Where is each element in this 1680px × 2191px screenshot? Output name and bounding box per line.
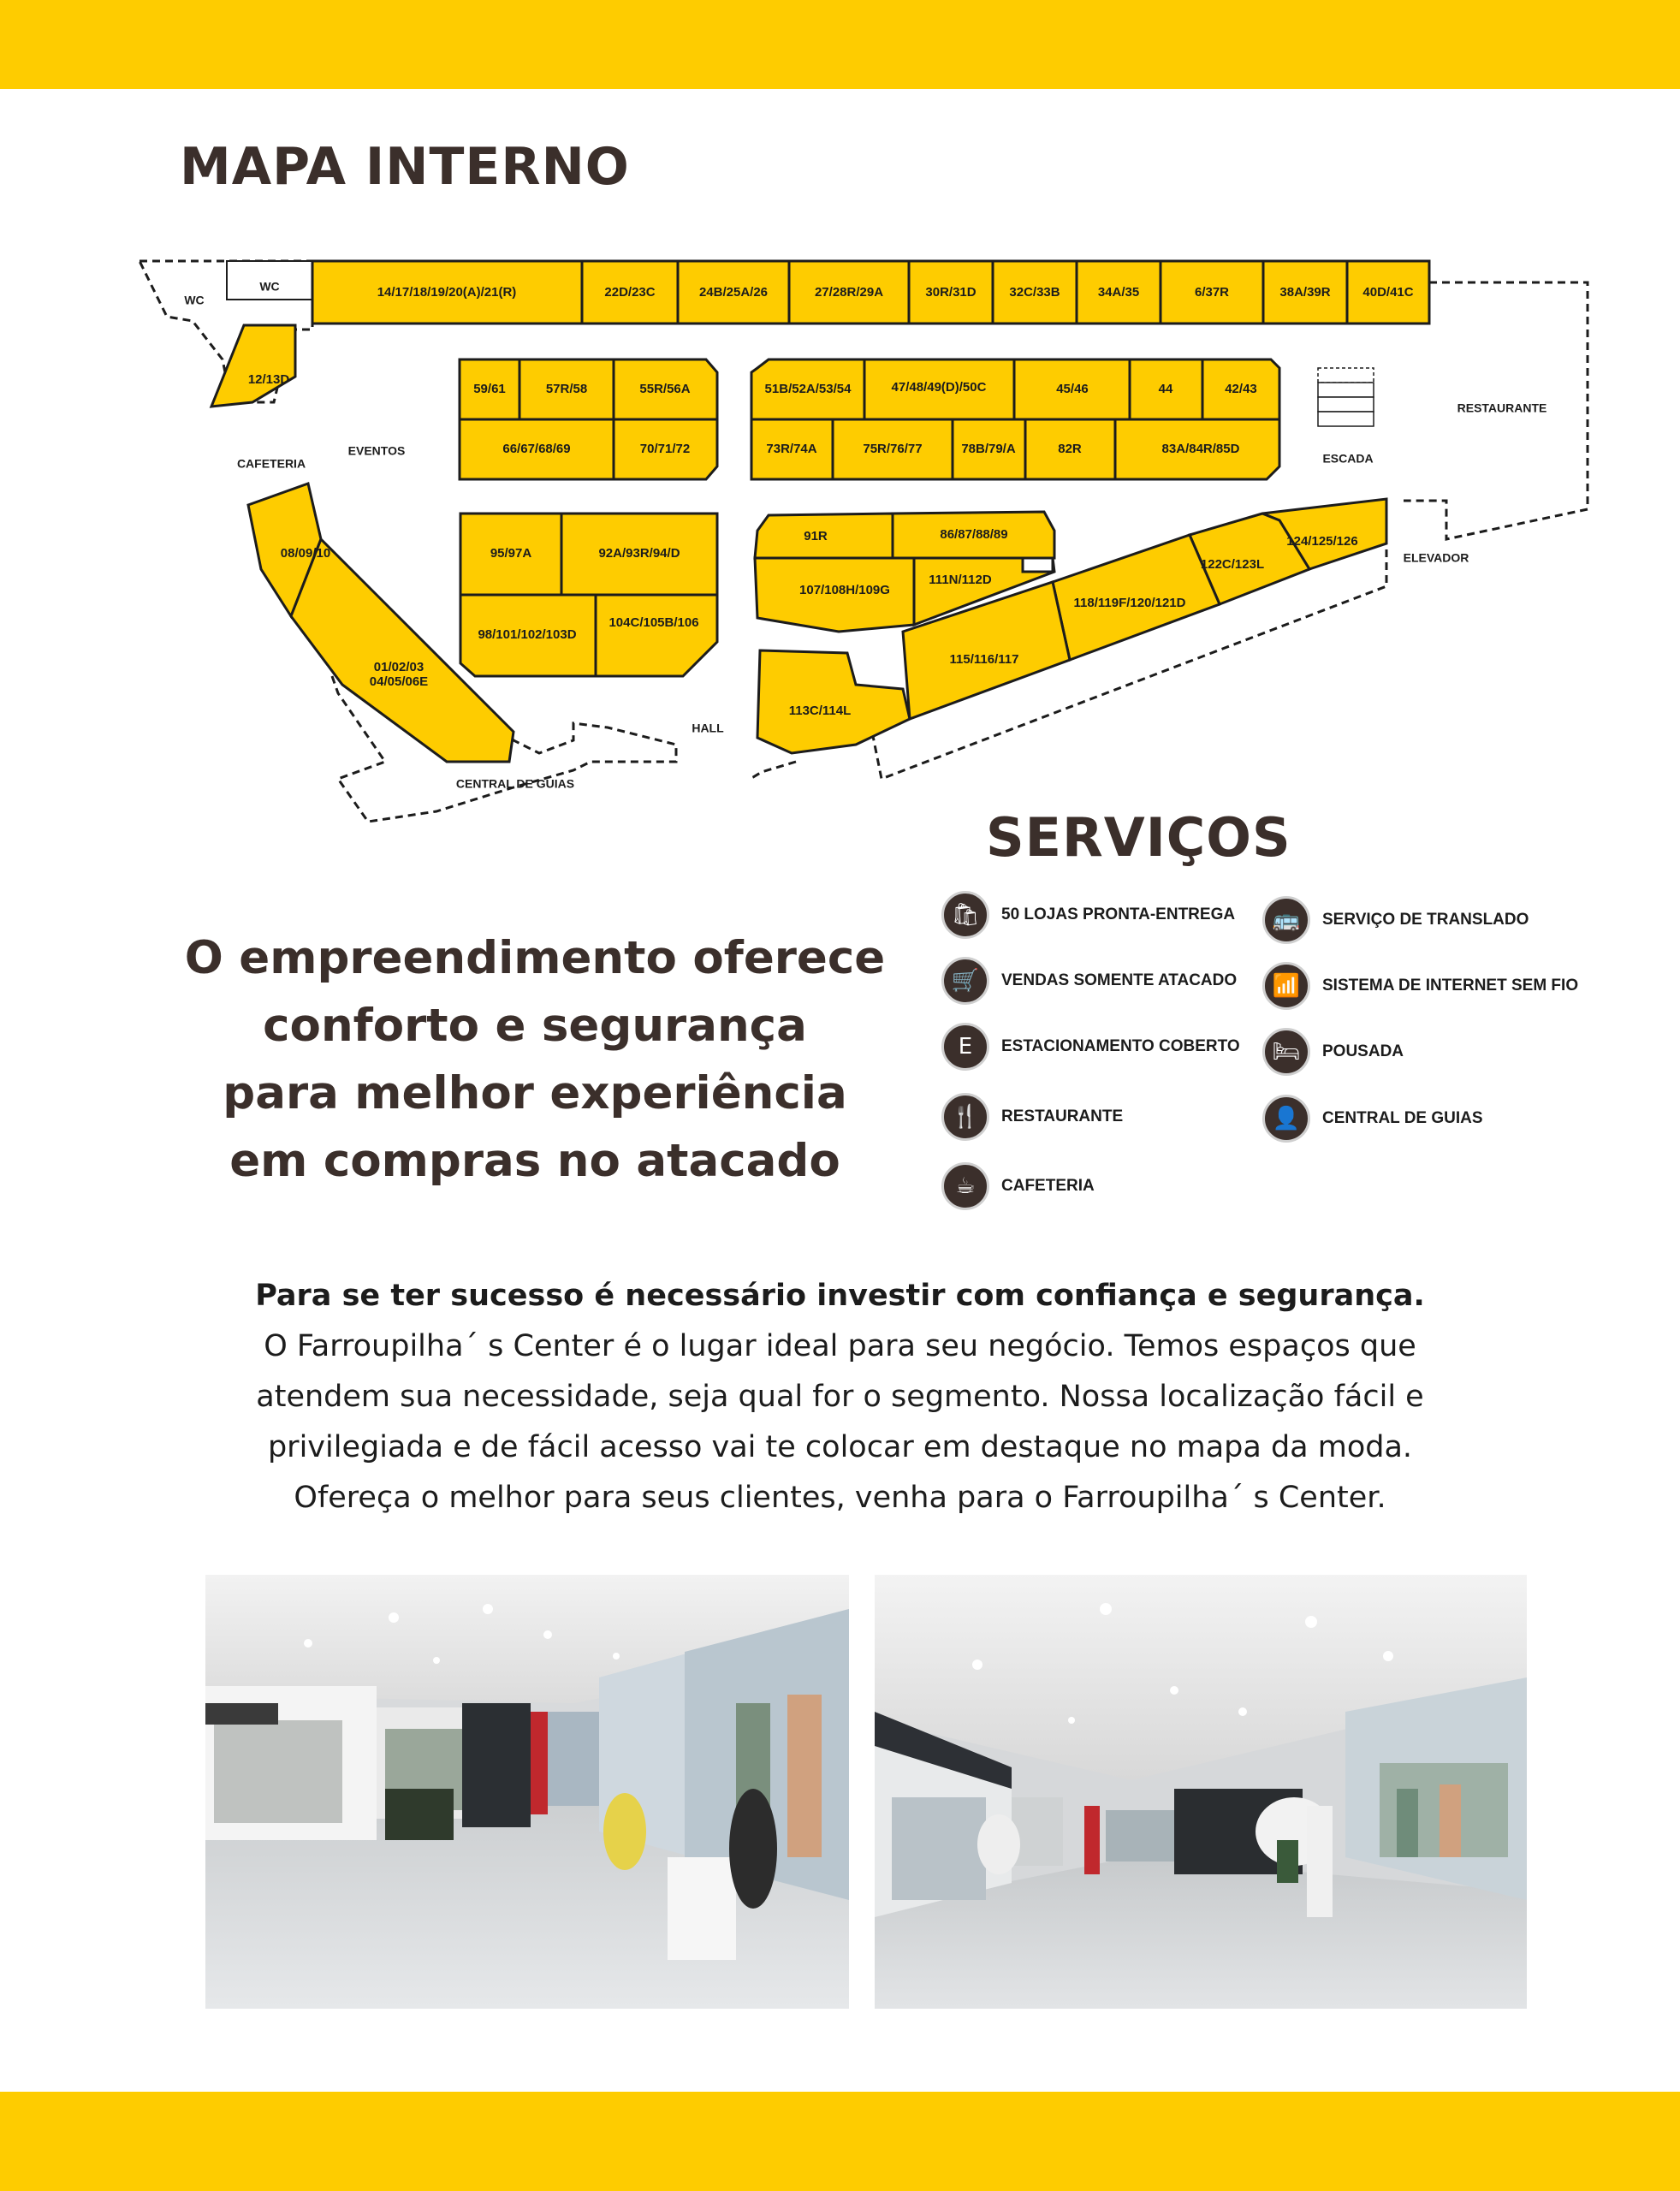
store-label: 44 [1158, 381, 1173, 396]
service-label: VENDAS SOMENTE ATACADO [1001, 971, 1238, 989]
store-label: 70/71/72 [639, 441, 691, 456]
elevador-label: ELEVADOR [1403, 550, 1469, 565]
store-label: 32C/33B [1009, 284, 1060, 300]
store-label: 24B/25A/26 [698, 284, 769, 300]
intro-headline: Para se ter sucesso é necessário investir com confiança e segurança. [255, 1279, 1425, 1313]
eventos-label: EVENTOS [347, 443, 406, 458]
store-label: 82R [1058, 441, 1082, 456]
store-label: 111N/112D [929, 572, 992, 587]
store-label: 6/37R [1194, 284, 1230, 300]
store-label: 118/119F/120/121D [1073, 595, 1186, 610]
store-label: 22D/23C [604, 284, 656, 300]
store-label: 107/108H/109G [799, 582, 890, 597]
service-label: SERVIÇO DE TRANSLADO [1322, 911, 1529, 929]
service-item [1262, 1094, 1483, 1143]
store-label: 38A/39R [1279, 284, 1331, 300]
service-label: CENTRAL DE GUIAS [1322, 1109, 1483, 1127]
mall-corridor-photo-2 [875, 1575, 1527, 2009]
service-item [1262, 961, 1578, 1011]
map-title: MAPA INTERNO [180, 137, 630, 197]
top-accent-band [0, 0, 1680, 89]
store-label: 27/28R/29A [814, 284, 884, 300]
intro-line: O Farroupilha´ s Center é o lugar ideal para seu negócio. Temos espaços que [264, 1329, 1416, 1363]
coffee-cup-icon: ☕ [941, 1162, 989, 1210]
service-label: RESTAURANTE [1001, 1107, 1124, 1125]
store-label: 91R [804, 528, 828, 543]
store-label: 47/48/49(D)/50C [891, 379, 987, 395]
store-block-1 [460, 359, 717, 479]
hall-label: HALL [692, 721, 724, 735]
restaurante-label: RESTAURANTE [1457, 401, 1547, 415]
service-item [941, 1092, 1123, 1142]
store-label: 92A/93R/94/D [598, 545, 680, 561]
tagline-line: conforto e segurança [263, 1000, 807, 1052]
tagline-line: para melhor experiência [223, 1067, 847, 1119]
store-label: 122C/123L [1200, 556, 1265, 572]
store-label: 57R/58 [545, 381, 588, 396]
store-label: 73R/74A [766, 441, 817, 456]
store-label: 55R/56A [639, 381, 691, 396]
intro-line: atendem sua necessidade, seja qual for o segmento. Nossa localização fácil e [256, 1380, 1424, 1414]
store-label: 12/13D [247, 371, 290, 387]
store-label: 115/116/117 [949, 651, 1019, 667]
bus-icon: 🚌 [1262, 896, 1310, 944]
store-label: 124/125/126 [1286, 533, 1358, 549]
cafeteria-label: CAFETERIA [236, 456, 306, 471]
tagline [171, 924, 899, 1195]
store-label: 113C/114L [788, 703, 852, 718]
intro-line: privilegiada e de fácil acesso vai te colocar em destaque no mapa da moda. [267, 1430, 1413, 1464]
store-label: 83A/84R/85D [1161, 441, 1240, 456]
store-label: 08/09/10 [280, 545, 331, 561]
intro-line: Ofereça o melhor para seus clientes, venha para o Farroupilha´ s Center. [294, 1481, 1386, 1515]
fork-knife-icon: 🍴 [941, 1093, 989, 1141]
store-label: 86/87/88/89 [940, 526, 1008, 542]
service-label: 50 LOJAS PRONTA-ENTREGA [1001, 905, 1236, 923]
store-label: 78B/79/A [961, 441, 1016, 456]
wc-label: WC [184, 293, 205, 307]
tagline-line: O empreendimento oferece [184, 932, 886, 984]
service-item [1262, 1027, 1404, 1077]
intro-paragraph [171, 1271, 1509, 1523]
parking-icon: E [941, 1023, 989, 1071]
store-label: 98/101/102/103D [478, 626, 577, 642]
mall-corridor-photo-1 [205, 1575, 849, 2009]
store-label: 34A/35 [1097, 284, 1140, 300]
store-label: 01/02/03 04/05/06E [369, 659, 429, 689]
cart-icon: 🛒 [941, 957, 989, 1005]
escada-label: ESCADA [1322, 451, 1374, 466]
service-label: CAFETERIA [1001, 1177, 1095, 1195]
bottom-accent-band [0, 2092, 1680, 2191]
store-label: 45/46 [1056, 381, 1089, 396]
store-label: 14/17/18/19/20(A)/21(R) [377, 284, 517, 300]
building-outline-hall [749, 762, 796, 779]
service-item [941, 1022, 1240, 1072]
store-block-2 [751, 359, 1279, 479]
services-title: SERVIÇOS [986, 806, 1291, 869]
shopping-bags-icon: 🛍 [941, 891, 989, 939]
store-label: 104C/105B/106 [608, 615, 699, 630]
service-item [941, 1161, 1095, 1211]
store-label: 42/43 [1225, 381, 1257, 396]
tagline-line: em compras no atacado [229, 1135, 840, 1187]
service-label: POUSADA [1322, 1042, 1404, 1060]
service-label: ESTACIONAMENTO COBERTO [1001, 1037, 1240, 1055]
store-label: 59/61 [473, 381, 506, 396]
store-block-3 [460, 514, 717, 676]
bed-icon: 🛏 [1262, 1028, 1310, 1076]
wifi-icon: 📶 [1262, 962, 1310, 1010]
store-label: 66/67/68/69 [502, 441, 571, 456]
service-item [941, 956, 1237, 1006]
person-icon: 👤 [1262, 1095, 1310, 1143]
internal-floor-map [128, 248, 1600, 847]
store-label: 40D/41C [1362, 284, 1414, 300]
escada-stairs [1318, 368, 1374, 426]
store-label: 30R/31D [925, 284, 977, 300]
service-item [941, 890, 1235, 940]
service-label: SISTEMA DE INTERNET SEM FIO [1322, 977, 1579, 995]
service-item [1262, 895, 1529, 945]
wc-label: WC [259, 279, 280, 294]
store-label: 95/97A [490, 545, 532, 561]
central-de-guias-label: CENTRAL DE GUIAS [455, 776, 575, 791]
store-label: 51B/52A/53/54 [764, 381, 852, 396]
store-label: 75R/76/77 [863, 441, 923, 456]
